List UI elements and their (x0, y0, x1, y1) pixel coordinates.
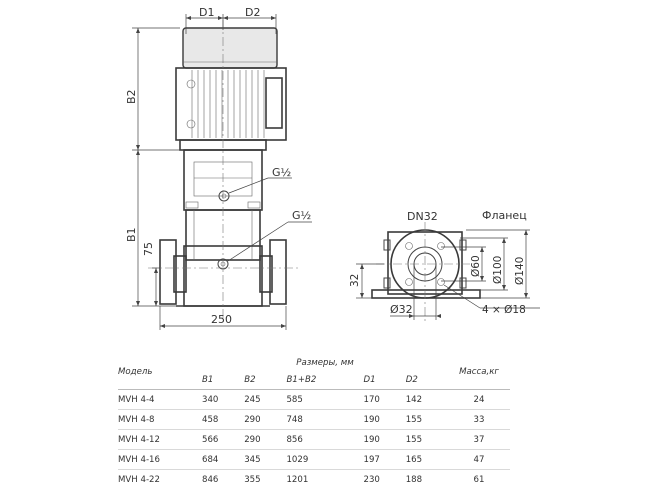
cell-model: MVH 4-4 (118, 390, 202, 410)
label-75: 75 (142, 242, 155, 256)
label-g-upper: G½ (272, 166, 291, 179)
table-row (118, 430, 510, 450)
cell-b1b2: 585 (286, 390, 363, 410)
label-dn32: DN32 (407, 210, 438, 223)
col-d1: D1 (364, 371, 406, 390)
cell-mass: 24 (448, 390, 510, 410)
header-mass: Масса,кг (448, 354, 510, 390)
cell-model: MVH 4-22 (118, 470, 202, 489)
col-b1b2: B1+B2 (286, 371, 363, 390)
cell-d2: 188 (406, 470, 448, 489)
cell-b1: 458 (202, 410, 244, 430)
cell-d1: 197 (364, 450, 406, 470)
cell-model: MVH 4-8 (118, 410, 202, 430)
label-d100: Ø100 (492, 256, 504, 284)
cell-b2: 290 (244, 430, 286, 450)
cell-b2: 355 (244, 470, 286, 489)
header-model: Модель (118, 354, 202, 390)
pump-barrel (186, 210, 260, 260)
label-d60: Ø60 (470, 255, 482, 277)
cell-d1: 190 (364, 410, 406, 430)
cell-b2: 345 (244, 450, 286, 470)
table-row (118, 390, 510, 410)
cell-b2: 245 (244, 390, 286, 410)
cell-b1: 846 (202, 470, 244, 489)
cell-d2: 165 (406, 450, 448, 470)
label-32: 32 (349, 274, 361, 287)
label-flange: Фланец (482, 209, 527, 222)
label-d32: Ø32 (390, 303, 413, 316)
col-d2: D2 (406, 371, 448, 390)
cell-d1: 190 (364, 430, 406, 450)
motor-body (176, 68, 286, 140)
cell-b1: 566 (202, 430, 244, 450)
cell-b1b2: 1201 (286, 470, 363, 489)
flange-dimensions (349, 209, 540, 320)
cell-d1: 170 (364, 390, 406, 410)
label-b2: B2 (125, 89, 138, 104)
cell-mass: 47 (448, 450, 510, 470)
table-row (118, 450, 510, 470)
cell-model: MVH 4-16 (118, 450, 202, 470)
spec-table (118, 354, 510, 489)
label-b1: B1 (125, 227, 138, 242)
terminal-box (266, 78, 282, 128)
cell-b1: 340 (202, 390, 244, 410)
cell-d1: 230 (364, 470, 406, 489)
label-d1: D1 (199, 6, 214, 19)
cell-mass: 33 (448, 410, 510, 430)
cell-mass: 37 (448, 430, 510, 450)
label-d140: Ø140 (514, 257, 526, 285)
cell-d2: 155 (406, 410, 448, 430)
table-row (118, 410, 510, 430)
cell-model: MVH 4-12 (118, 430, 202, 450)
header-dimensions: Размеры, мм (202, 354, 448, 371)
label-g-lower: G½ (292, 209, 311, 222)
cell-b1b2: 748 (286, 410, 363, 430)
table-row (118, 470, 510, 489)
cell-b1b2: 1029 (286, 450, 363, 470)
col-b1: B1 (202, 371, 244, 390)
cell-d2: 155 (406, 430, 448, 450)
label-d2: D2 (245, 6, 260, 19)
cell-mass: 61 (448, 470, 510, 489)
cell-b2: 290 (244, 410, 286, 430)
cell-d2: 142 (406, 390, 448, 410)
cell-b1: 684 (202, 450, 244, 470)
cell-b1b2: 856 (286, 430, 363, 450)
col-b2: B2 (244, 371, 286, 390)
label-250: 250 (211, 313, 232, 326)
label-bolts: 4 × Ø18 (482, 304, 526, 316)
flange-view (372, 222, 480, 322)
